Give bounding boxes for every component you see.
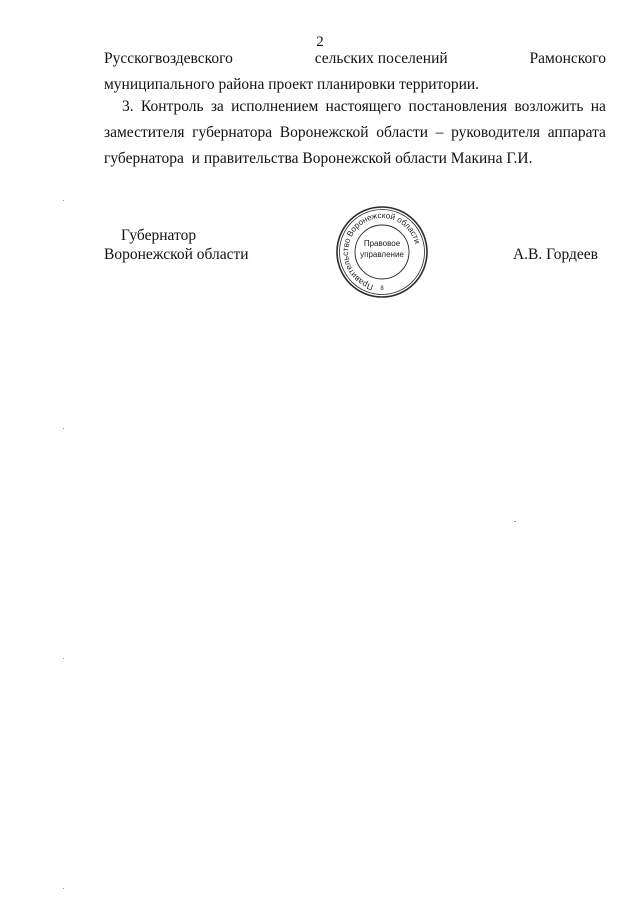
paragraph-continuation <box>104 46 606 98</box>
text-line <box>104 46 606 72</box>
text-line: муниципального района проект планировки территории. <box>104 76 480 93</box>
text-line: губернатора и правительства Воронежской области Макина Г.И. <box>104 150 533 167</box>
paragraph-3 <box>104 94 606 172</box>
text-segment: Русскогвоздевского <box>104 50 233 67</box>
text-segment: Рамонского <box>529 50 606 67</box>
signatory-name: А.В. Гордеев <box>512 246 598 263</box>
text-segment: сельских поселений <box>314 50 448 67</box>
word: Воронежской <box>279 124 369 141</box>
word: Контроль <box>140 98 204 115</box>
scan-artifact-dot <box>63 888 64 889</box>
word: заместителя <box>104 124 185 141</box>
stamp-center-line-2: управление <box>360 250 404 259</box>
word: 3. <box>122 98 134 115</box>
scan-artifact-dot <box>63 200 64 201</box>
signatory-region: Воронежской области <box>104 246 249 263</box>
scan-artifact-dot <box>63 428 64 429</box>
stamp-mark: 8 <box>380 286 384 292</box>
text-line <box>104 120 606 146</box>
stamp-ring-text: Правительство Воронежской области <box>340 210 422 292</box>
stamp-center-line-1: Правовое <box>363 239 401 248</box>
word: области <box>376 124 429 141</box>
word: возложить <box>514 98 584 115</box>
word: руководителя <box>451 124 541 141</box>
word: губернатора <box>192 124 273 141</box>
word: постановления <box>408 98 508 115</box>
scan-artifact-dot <box>63 658 64 659</box>
official-stamp <box>330 204 434 300</box>
word: – <box>435 124 444 141</box>
signatory-position: Губернатор <box>121 227 197 244</box>
word: за <box>210 98 224 115</box>
word: аппарата <box>547 124 606 141</box>
word: на <box>590 98 606 115</box>
scan-artifact-dot <box>514 521 516 522</box>
word: исполнением <box>231 98 319 115</box>
signatory-title <box>104 226 249 264</box>
word: настоящего <box>325 98 402 115</box>
page-number: 2 <box>316 34 324 50</box>
text-line <box>104 94 606 120</box>
